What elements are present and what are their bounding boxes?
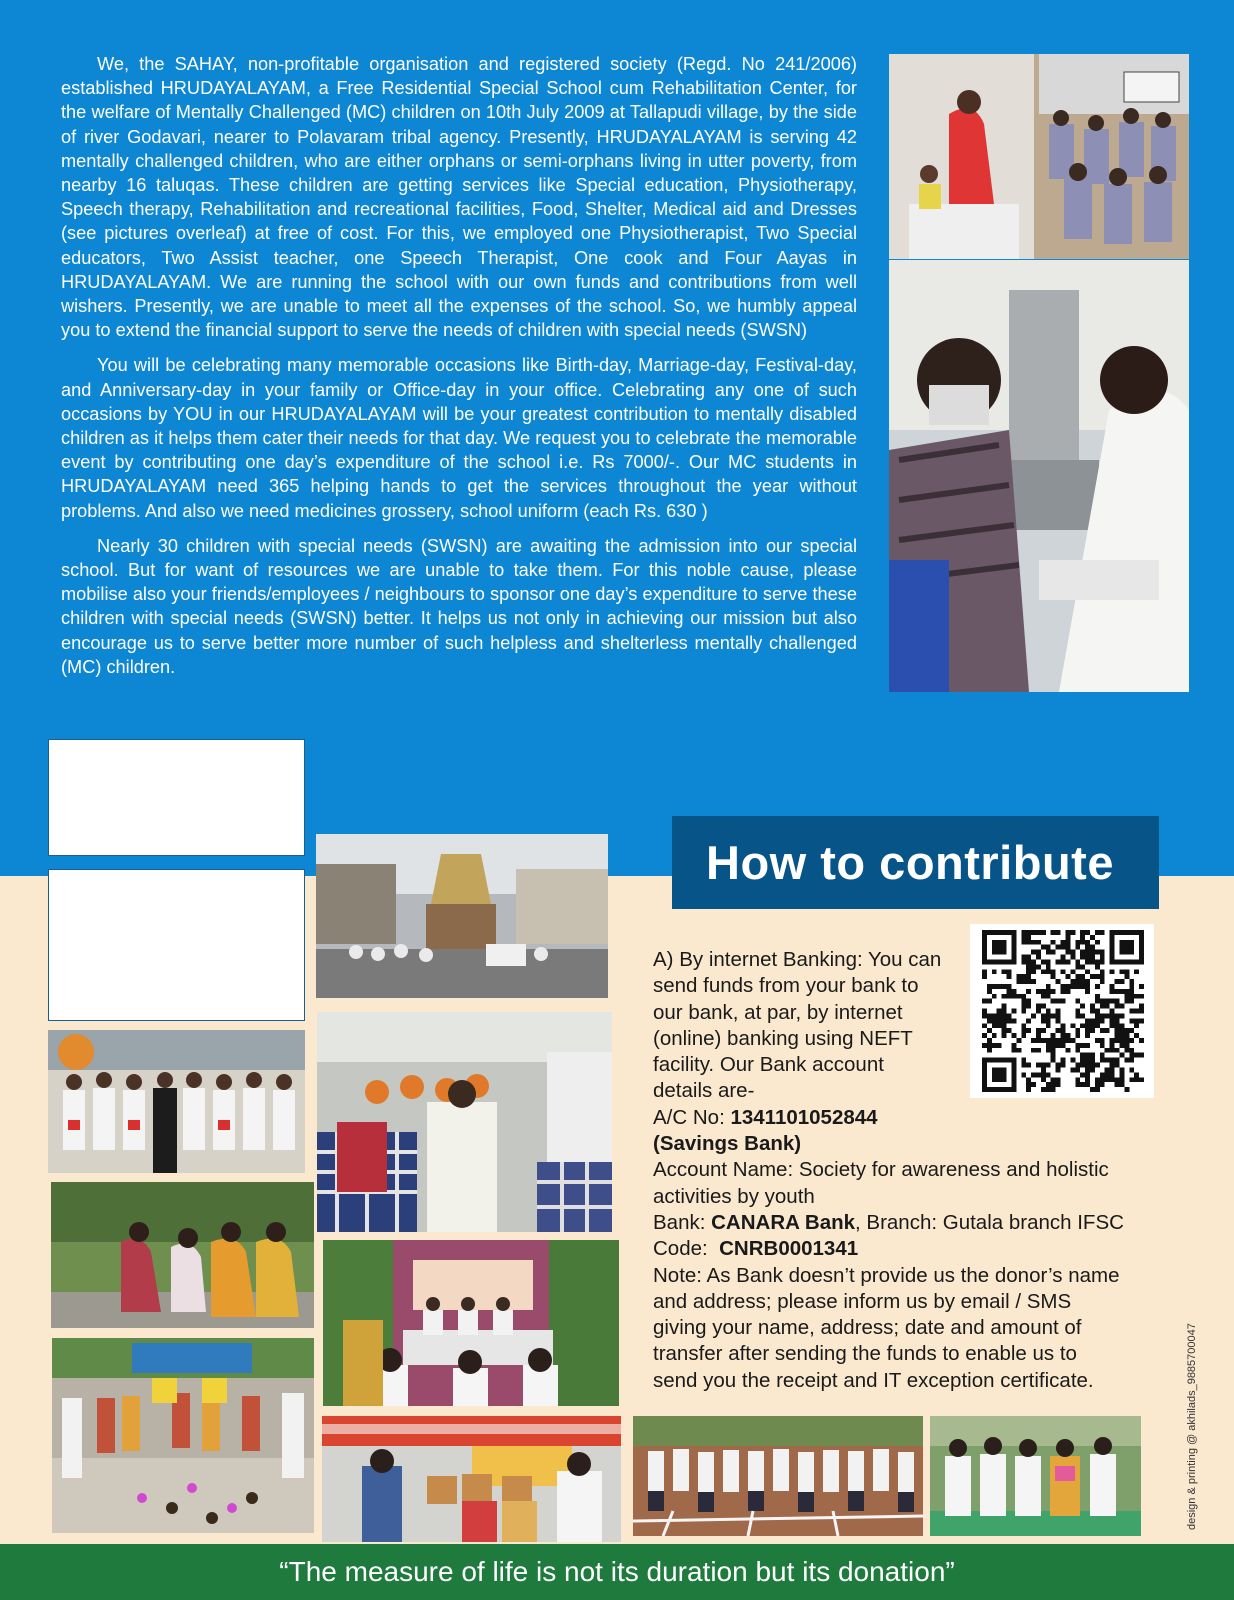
photo-sports-ground [633, 1416, 923, 1536]
account-name-line-1: Account Name: Society for awareness and holistic [653, 1158, 1109, 1182]
footer-quote: “The measure of life is not its duration but its donation” [0, 1544, 1234, 1600]
photo-felicitation [930, 1416, 1141, 1536]
note-line-4: transfer after sending the funds to enable us to [653, 1342, 1077, 1366]
note-line-1: Note: As Bank doesn’t provide us the donor’s name [653, 1263, 1120, 1287]
bank-line [653, 1210, 1153, 1236]
branch-text: , Branch: Gutala branch IFSC [855, 1210, 1124, 1234]
internet-banking-line-5: facility. Our Bank account [653, 1053, 884, 1077]
internet-banking-line-1: A) By internet Banking: You can [653, 948, 942, 971]
internet-banking-line-6: details are- [653, 1079, 755, 1103]
blank-box-2 [48, 869, 305, 1021]
bank-label: Bank: [653, 1210, 712, 1234]
account-type: (Savings Bank) [653, 1132, 802, 1156]
how-to-contribute-heading: How to contribute [672, 816, 1159, 909]
paragraph-celebrate: You will be celebrating many memorable occasions like Birth-day, Marriage-day, Festival-day, and Anniversary-day in your family or Office-day in your office. Celebrating any one of such occasions by YOU in our HRUDAYALAYAM will be your greatest contribution to mentally disabled children as it helps them cater their needs for that day. We request you to celebrate the memorable event by contributing one day’s expenditure of the school i.e. Rs 7000/-. Our MC students in HRUDAYALAYAM need 365 helping hands to get the services throughout the year without problems. And also we need medicines grossery, school uniform (each Rs. 630 ) [61, 355, 857, 521]
paragraph-awaiting: Nearly 30 children with special needs (SWSN) are awaiting the admission into our special school. But for want of resources we are unable to take them. For this noble cause, please mobilise also your friends/employees / neighbours to sponsor one day’s expenditure to serve these children with special needs (SWSN) better. It helps us not only in achieving our mission but also encourage us to serve better more number of such helpless and shelterless mentally challenged (MC) children. [61, 535, 857, 677]
blank-box-1 [48, 739, 305, 856]
photo-distribution-village [51, 1182, 314, 1328]
bank-name: CANARA Bank [711, 1210, 856, 1234]
photo-kit-distribution [322, 1416, 621, 1542]
ifsc-line [653, 1236, 1153, 1262]
ifsc-code: CNRB0001341 [719, 1237, 859, 1261]
photo-bus-trip [317, 1012, 612, 1232]
photo-rangoli-festival [52, 1338, 314, 1533]
note-line-2: and address; please inform us by email / SMS [653, 1289, 1072, 1313]
photo-meeting-stage [323, 1240, 619, 1406]
photo-rally [316, 834, 608, 998]
account-number: 1341101052844 [730, 1105, 878, 1129]
note-line-5: send you the receipt and IT exception certificate. [653, 1368, 1094, 1392]
internet-banking-line-4: (online) banking using NEFT [653, 1026, 913, 1050]
paragraph-intro: We, the SAHAY, non-profitable organisation and registered society (Regd. No 241/2006) established HRUDAYALAYAM, a Free Residential Special School cum Rehabilitation Center, for the welfare of Mentally Challenged (MC) children on 10th July 2009 at Tallapudi village, by the side of river Godavari, nearer to Polavaram tribal agency. Presently, HRUDAYALAYAM is serving 42 mentally challenged children, who are either orphans or semi-orphans living in utter poverty, from nearby 16 taluqas. These children are getting services like Special education, Physiotherapy, Speech therapy, Rehabilitation and recreational facilities, Food, Shelter, Medical aid and Dresses (see pictures overleaf) at free of cost. For this, we employed one Physiotherapist, Two Special educators, Two Assist teacher, one Speech Therapist, One cook and Four Aayas in HRUDAYALAYAM. We are running the school with our own funds and contributions from well wishers. Presently, we are unable to meet all the expenses of the school. So, we humbly appeal you to extend the financial support to serve the needs of children with special needs (SWSN) [61, 54, 857, 341]
internet-banking-line-2: send funds from your bank to [653, 974, 919, 998]
account-name-line-2: activities by youth [653, 1184, 815, 1208]
contribute-details [653, 947, 1153, 1394]
design-credit: design & printing @ akhilads_9885700047 [1186, 1323, 1198, 1530]
photo-district-collectorate [48, 1030, 305, 1173]
account-number-line [653, 1105, 1153, 1131]
appeal-text [61, 52, 857, 690]
ifsc-label: Code: [653, 1237, 720, 1261]
photo-physio-and-students [889, 54, 1189, 259]
photo-eye-examination [889, 260, 1189, 692]
internet-banking-line-3: our bank, at par, by internet [653, 1000, 903, 1024]
account-number-label: A/C No: [653, 1105, 731, 1129]
note-line-3: giving your name, address; date and amount of [653, 1316, 1082, 1340]
